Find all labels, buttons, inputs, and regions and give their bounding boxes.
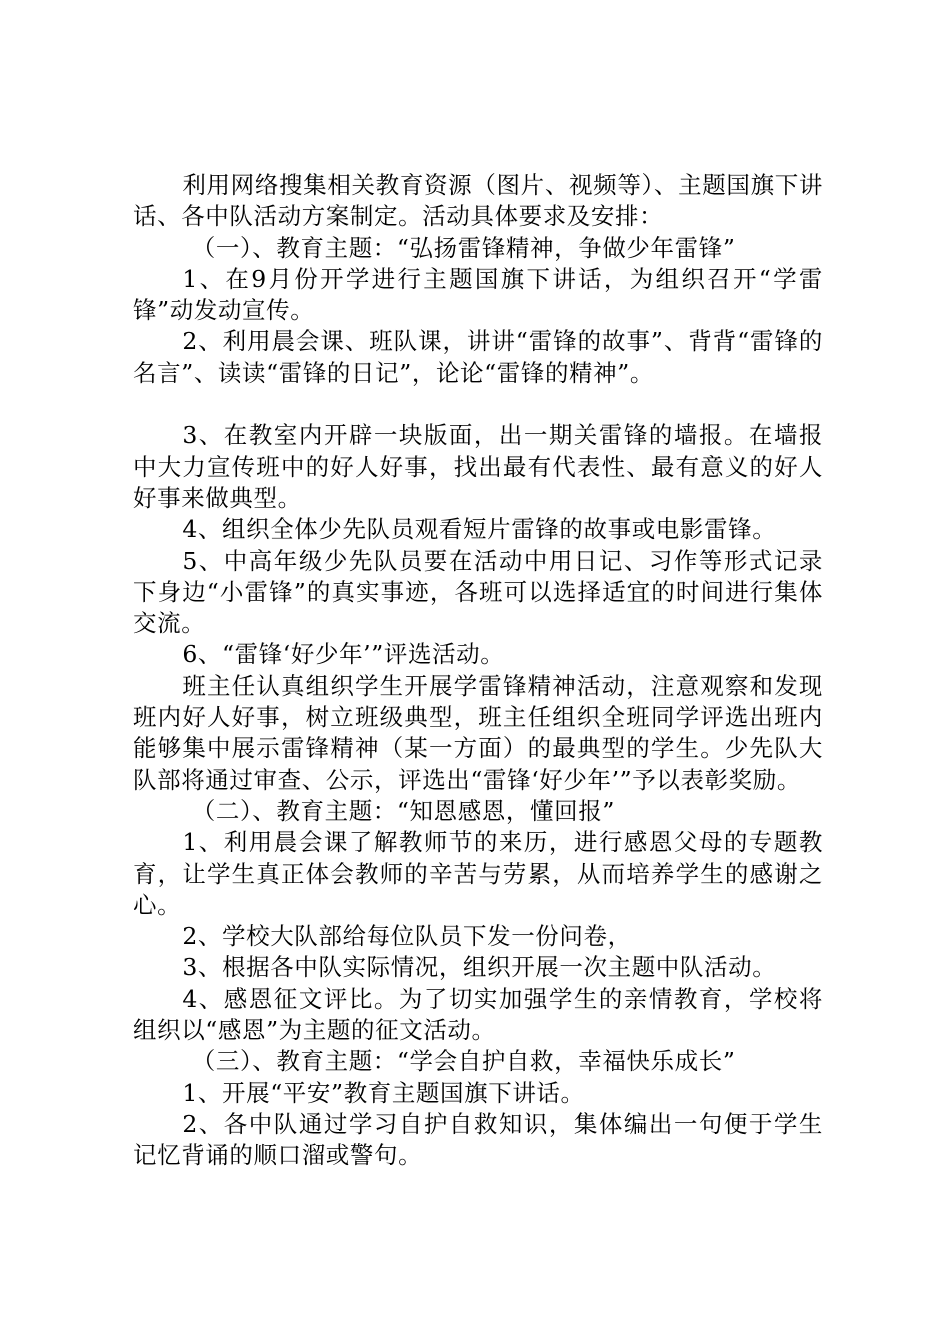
list-item: 1、利用晨会课了解教师节的来历，进行感恩父母的专题教育，让学生真正体会教师的辛苦与劳累，从而培养学生的感谢之心。 — [133, 828, 823, 919]
section-heading-2: （二）、教育主题：“知恩感恩，懂回报” — [191, 796, 615, 825]
document-body — [133, 170, 823, 1172]
list-item: 2、学校大队部给每位队员下发一份问卷， — [182, 922, 632, 951]
list-item: 2、各中队通过学习自护自救知识，集体编出一句便于学生记忆背诵的顺口溜或警句。 — [133, 1109, 823, 1170]
paragraph-selection: 班主任认真组织学生开展学雷锋精神活动，注意观察和发现班内好人好事，树立班级典型，班主任组织全班同学评选出班内能够集中展示雷锋精神（某一方面）的最典型的学生。少先队大队部将通过审查、公示，评选出“雷锋‘好少年’”予以表彰奖励。 — [133, 671, 823, 794]
list-item: 6、“雷锋‘好少年’”评选活动。 — [182, 640, 505, 669]
list-item: 2、利用晨会课、班队课，讲讲“雷锋的故事”、背背“雷锋的名言”、读读“雷锋的日记”，论论“雷锋的精神”。 — [133, 327, 823, 387]
list-item: 1、开展“平安”教育主题国旗下讲话。 — [182, 1078, 585, 1107]
list-item: 5、中高年级少先队员要在活动中用日记、习作等形式记录下身边“小雷锋”的真实事迹，各班可以选择适宜的时间进行集体交流。 — [133, 546, 823, 638]
list-item: 3、在教室内开辟一块版面，出一期关雷锋的墙报。在墙报中大力宣传班中的好人好事，找出最有代表性、最有意义的好人好事来做典型。 — [133, 421, 823, 512]
list-item: 4、组织全体少先队员观看短片雷锋的故事或电影雷锋。 — [182, 515, 777, 544]
section-heading-3: （三）、教育主题：“学会自护自救，幸福快乐成长” — [191, 1047, 736, 1076]
paragraph-resources: 利用网络搜集相关教育资源（图片、视频等）、主题国旗下讲话、各中队活动方案制定。活动具体要求及安排： — [133, 171, 823, 231]
section-heading-1: （一）、教育主题：“弘扬雷锋精神，争做少年雷锋” — [191, 233, 736, 262]
list-item: 3、根据各中队实际情况，组织开展一次主题中队活动。 — [182, 953, 777, 982]
list-item: 1、在9月份开学进行主题国旗下讲话，为组织召开“学雷锋”动发动宣传。 — [133, 264, 823, 325]
list-item: 4、感恩征文评比。为了切实加强学生的亲情教育，学校将组织以“感恩”为主题的征文活动。 — [133, 984, 823, 1045]
